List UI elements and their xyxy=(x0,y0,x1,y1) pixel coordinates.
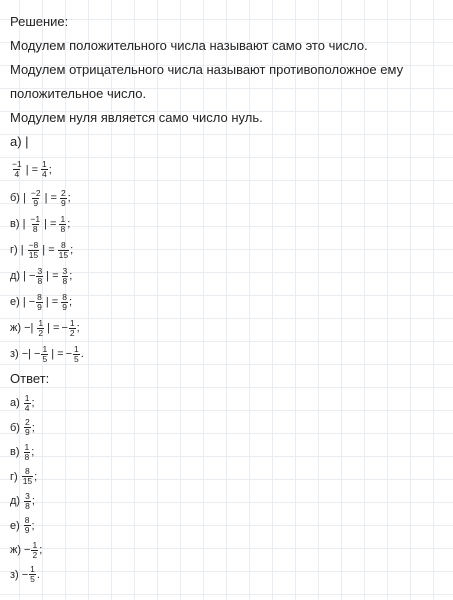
solution-row: в) | $\frac{-1}{8}$ | = $\frac{1}{8}$ ; xyxy=(10,213,71,234)
fraction: $\frac{3}{8}$ xyxy=(37,265,43,286)
fraction: $\frac{1}{2}$ xyxy=(32,539,38,560)
solution-row: б) | $\frac{-2}{9}$ | = $\frac{2}{9}$ ; xyxy=(10,187,71,208)
fraction: $\frac{1}{5}$ xyxy=(30,564,35,585)
fraction: $\frac{1}{5}$ xyxy=(74,343,79,364)
solution-row: г) | $\frac{-8}{15}$ | = $\frac{8}{15}$ ; xyxy=(10,239,74,260)
answers-list xyxy=(10,391,453,587)
fraction: $\frac{8}{9}$ xyxy=(24,515,30,536)
fraction: $\frac{1}{4}$ xyxy=(42,159,47,179)
fraction: $\frac{-1}{8}$ xyxy=(30,213,41,234)
solution-a-label: а) | xyxy=(10,134,29,149)
fraction: $\frac{8}{9}$ xyxy=(62,291,67,312)
answer-row: з) − $\frac{1}{5}$ . xyxy=(10,564,40,585)
fraction: $\frac{1}{5}$ xyxy=(42,343,48,364)
rule-negative-continued: положительное число. xyxy=(10,86,147,101)
fraction: $\frac{1}{2}$ xyxy=(38,317,44,338)
fraction: $\frac{8}{15}$ xyxy=(22,466,33,487)
answer-row: д) $\frac{3}{8}$ ; xyxy=(10,490,35,511)
fraction: $\frac{2}{9}$ xyxy=(24,417,30,438)
solutions-list xyxy=(10,185,453,367)
answer-row: г) $\frac{8}{15}$ ; xyxy=(10,466,38,487)
fraction: $\frac{1}{4}$ xyxy=(24,392,30,413)
fraction: $\frac{2}{9}$ xyxy=(60,187,66,208)
rule-zero: Модулем нуля является само число нуль. xyxy=(10,110,263,125)
solution-row: д) | − $\frac{3}{8}$ | = $\frac{3}{8}$ ; xyxy=(10,265,73,286)
solution-a-expression: $\frac{-1}{4}$ | = $\frac{1}{4}$ ; xyxy=(12,159,52,179)
fraction: $\frac{8}{9}$ xyxy=(37,291,42,312)
rule-negative: Модулем отрицательного числа называют противоположное ему xyxy=(10,62,404,77)
answer-row: в) $\frac{1}{8}$ ; xyxy=(10,441,35,462)
solution-row: е) | − $\frac{8}{9}$ | = $\frac{8}{9}$ ; xyxy=(10,291,73,312)
answer-heading: Ответ: xyxy=(10,371,50,386)
fraction: $\frac{3}{8}$ xyxy=(62,265,68,286)
fraction: $\frac{1}{2}$ xyxy=(69,317,75,338)
fraction: $\frac{1}{8}$ xyxy=(60,213,66,234)
answer-row: е) $\frac{8}{9}$ ; xyxy=(10,515,35,536)
answer-row: а) $\frac{1}{4}$ ; xyxy=(10,392,35,413)
rule-positive: Модулем положительного числа называют само это число. xyxy=(10,38,368,53)
fraction: $\frac{-1}{4}$ xyxy=(12,159,22,179)
fraction: $\frac{-2}{9}$ xyxy=(30,187,41,208)
fraction: $\frac{1}{8}$ xyxy=(24,441,30,462)
answer-row: ж) − $\frac{1}{2}$ ; xyxy=(10,539,43,560)
solution-heading: Решение: xyxy=(10,14,69,29)
solution-row: з) −| − $\frac{1}{5}$ | = − $\frac{1}{5}$ . xyxy=(10,343,84,364)
fraction: $\frac{-8}{15}$ xyxy=(28,239,39,260)
fraction: $\frac{3}{8}$ xyxy=(25,490,30,511)
answer-row: б) $\frac{2}{9}$ ; xyxy=(10,417,35,438)
solution-row: ж) −| $\frac{1}{2}$ | = − $\frac{1}{2}$ ; xyxy=(10,317,80,338)
fraction: $\frac{8}{15}$ xyxy=(58,239,69,260)
